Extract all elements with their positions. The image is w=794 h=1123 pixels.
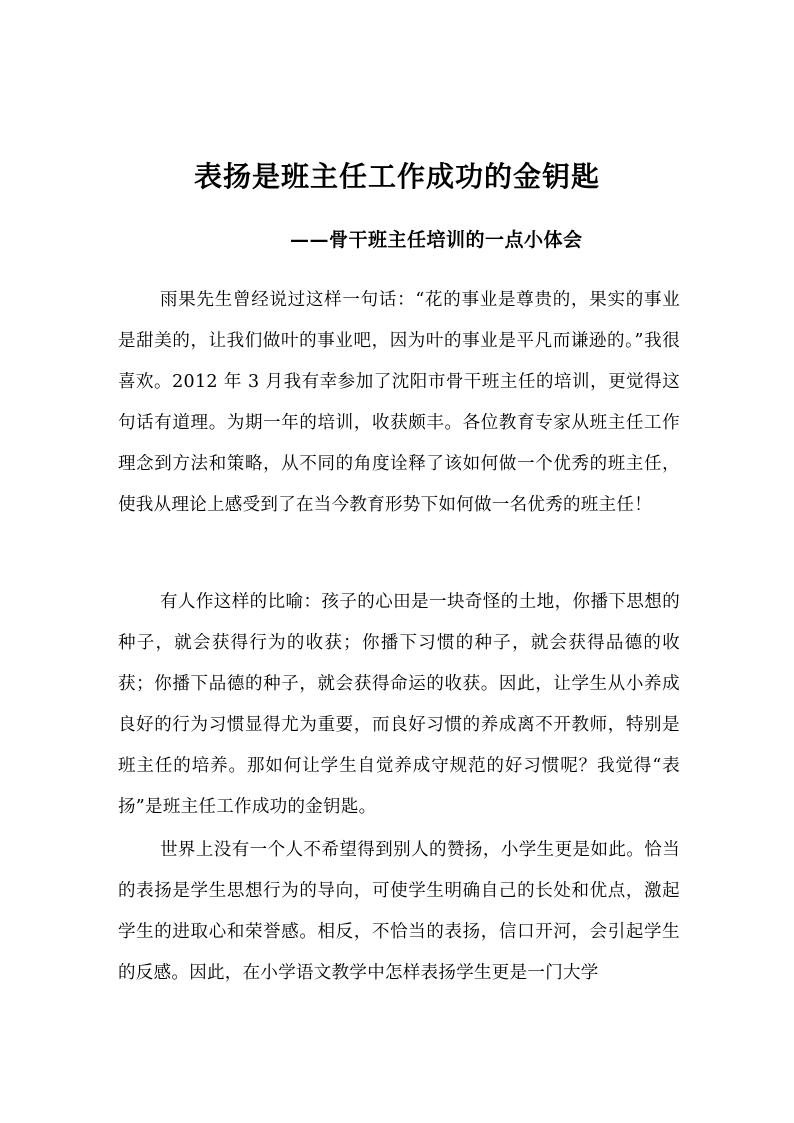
document-title: 表扬是班主任工作成功的金钥匙: [193, 160, 600, 193]
document-subtitle: ——骨干班主任培训的一点小体会: [290, 229, 583, 251]
body-paragraph: 有人作这样的比喻：孩子的心田是一块奇怪的土地，你播下思想的种子，就会获得行为的收获；你播下习惯的种子，就会获得品德的收获；你播下品德的种子，就会获得命运的收获。因此，让学生从小养成良好的行为习惯显得尤为重要，而良好习惯的养成离不开教师，特别是班主任的培养。那如何让学生自觉养成守规范的好习惯呢？我觉得“表扬”是班主任工作成功的金钥匙。: [118, 592, 680, 817]
body-paragraph: 雨果先生曾经说过这样一句话：“花的事业是尊贵的，果实的事业是甜美的，让我们做叶的事业吧，因为叶的事业是平凡而谦逊的。”我很喜欢。2012 年 3 月我有幸参加了沈阳市骨干班主任的培训，更觉得这句话有道理。为期一年的培训，收获颇丰。各位教育专家从班主任工作理念到方法和策略，从不同的角度诠释了该如何做一个优秀的班主任，使我从理论上感受到了在当今教育形势下如何做一名优秀的班主任！: [118, 290, 680, 515]
body-paragraph: 世界上没有一个人不希望得到别人的赞扬，小学生更是如此。恰当的表扬是学生思想行为的导向，可使学生明确自己的长处和优点，激起学生的进取心和荣誉感。相反，不恰当的表扬，信口开河，会引起学生的反感。因此，在小学语文教学中怎样表扬学生更是一门大学: [118, 840, 680, 983]
